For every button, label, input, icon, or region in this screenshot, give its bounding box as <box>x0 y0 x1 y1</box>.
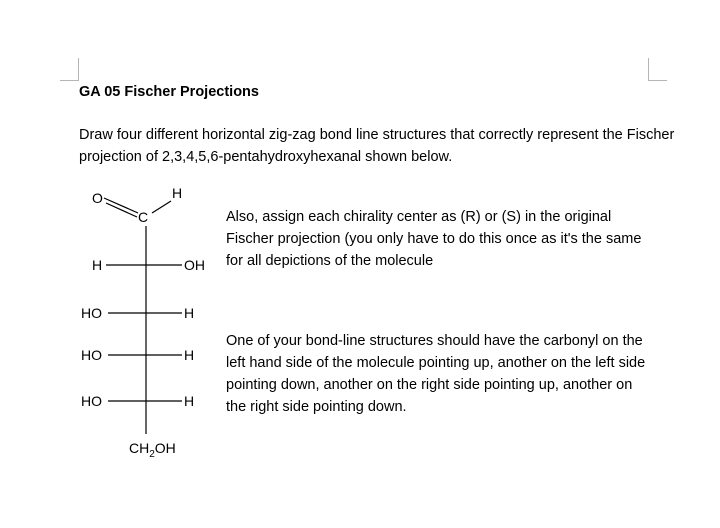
chirality-instructions: Also, assign each chirality center as (R) or (S) in the original Fischer projection (you only have to do this once as it's the same for all depictions of the molecule <box>226 209 642 269</box>
carbonyl-bond-1 <box>104 198 138 213</box>
row-4-left-label: HO <box>81 393 102 409</box>
row-3-right-label: H <box>184 347 195 363</box>
row-3-left-label: HO <box>81 347 102 363</box>
row-1-right-label: OH <box>184 257 205 273</box>
intro-paragraph: Draw four different horizontal zig-zag bond line structures that correctly represent the Fischer projection of 2,3,4,5,6-pentahydroxyhexanal shown below. <box>79 127 675 165</box>
row-4-right-label: H <box>184 393 195 409</box>
aldehyde-hydrogen: H <box>172 185 183 201</box>
terminal-ch2oh-label: $CH_2OH$ <box>129 440 176 460</box>
row-2-left-label: HO <box>81 305 102 321</box>
row-2-right-label: H <box>184 305 195 321</box>
row-1-left-label: H <box>92 257 103 273</box>
aldehyde-oxygen: O <box>92 190 103 206</box>
document-title: GA 05 Fischer Projections <box>79 84 259 100</box>
bond-line-instructions: One of your bond-line structures should have the carbonyl on the left hand side of the molecule pointing up, another on the left side pointing down, another on the right side pointing up, another on the right side pointing down. <box>226 333 646 415</box>
aldehyde-h-bond <box>152 201 171 213</box>
aldehyde-carbon: C <box>138 209 149 225</box>
